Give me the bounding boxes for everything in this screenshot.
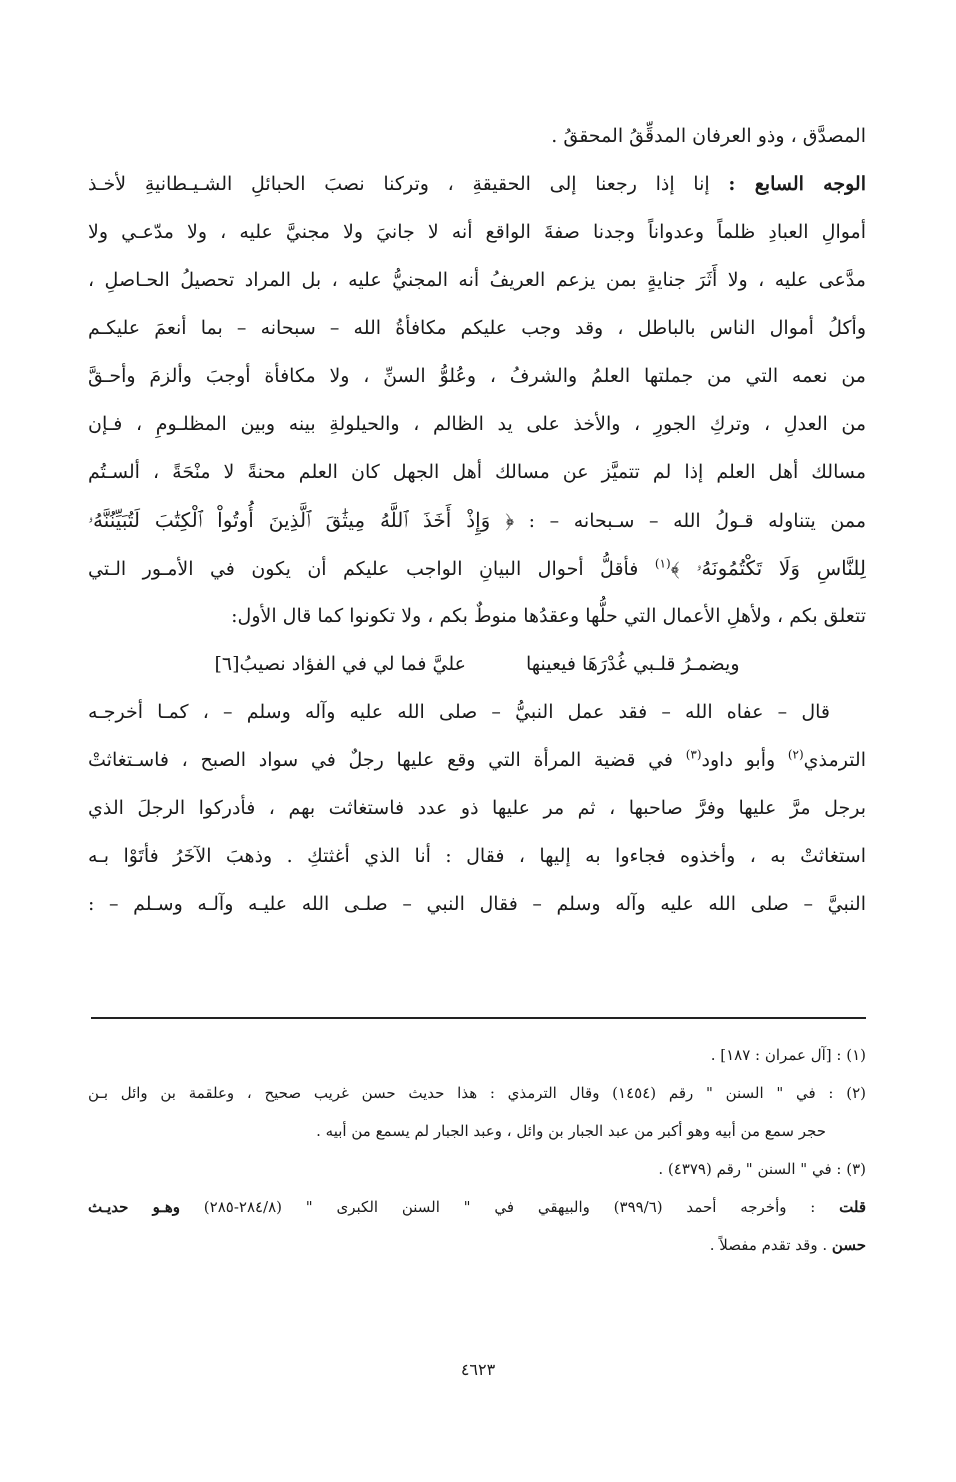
text-line-content: إنا إذا رجعنا إلى الحقيقةِ ، وتركنا نصبَ الحبائلِ الشـيـطانيةِ لأخـذ — [88, 173, 710, 195]
text-line: برجل مرَّ عليها وفرَّ صاحبها ، ثم مر عليها ذو عدد فاستغاثت بهم ، فأدركوا الرجلَ الذي — [88, 797, 866, 819]
text-line: من نعمه التي من جملتها العلمُ والشرفُ ، وعُلوُّ السنِّ ، ولا مكافأة أوجبَ وألزمَ وأحـقَّ — [88, 365, 866, 387]
text-line-content: ممن يتناوله قـولُ الله – سـبحانه – : — [528, 510, 866, 532]
text-line — [88, 544, 866, 592]
text-line: تتعلق بكم ، ولأهلِ الأعمال التي حلُّها وعقدُها منوطٌ بكم ، ولا تكونوا كما قال الأول: — [231, 605, 866, 627]
main-text — [88, 112, 866, 928]
text-line: من العدلِ ، وتركِ الجورِ ، والأخذ على يد الظالم ، والحيلولةِ بينه وبين المظلـومِ ، فـإن — [88, 413, 866, 435]
verse-hemistich-1: ويضمـرُ قلـبي غُدْرَهَا فيعينها — [526, 653, 740, 675]
verse-hemistich-2: عليَّ فما لي في الفؤاد نصيبُ[٦] — [214, 653, 466, 675]
text-line: النبيَّ – صلى الله عليه وآله وسلم – فقال النبي – صلـى الله عليـه وآلـه وسـلم – : — [88, 893, 866, 915]
footnote-ref: (٣) — [685, 747, 702, 762]
editor-note-text: : وأخرجه أحمد (٣٩٩/٦) والبيهقي في " السنن الكبرى " (٢٨٤/٨-٢٨٥) — [203, 1198, 816, 1216]
editor-note-bold: حسن — [831, 1236, 866, 1254]
footnote-divider — [91, 1017, 866, 1019]
text-line — [88, 496, 866, 544]
footnote: (٣) : في " السنن " رقم (٤٣٧٩) . — [658, 1160, 866, 1178]
footnote-continuation: حجر سمع من أبيه وهو أكبر من عبد الجبار بن وائل ، وعبد الجبار لم يسمع من أبيه . — [316, 1122, 826, 1140]
section-heading: الوجه السابع : — [728, 173, 866, 195]
quran-verse: لِلنَّاسِ وَلَا تَكْتُمُونَهُۥ ﴾ — [670, 556, 866, 580]
text-line: قال – عفاه الله – فقد عمل النبيُّ – صلى الله عليه وآله وسلم – ، كمـا أخرجـه — [88, 701, 830, 723]
editor-note-text: . وقد تقدم مفصلاً . — [709, 1236, 828, 1254]
text-line-content: فأقلُّ أحوال البيانِ الواجب عليكم أن يكون في الأمـور الـتي — [88, 558, 639, 580]
page-number: ٤٦٢٣ — [460, 1360, 496, 1379]
text-line-content: في قضية المرأة التي وقع عليها رجلٌ في سواد الصبح ، فاسـتغاثتْ — [88, 749, 674, 771]
text-line-content: وأبو داود — [701, 749, 776, 771]
text-line: مدَّعى عليه ، ولا أَثَرَ جنايةٍ بمن يزعم العريفُ أنه المجنيُّ عليه ، بل المراد تحصيلُ الحـاصلِ ، — [88, 269, 866, 291]
editor-note-continuation — [88, 1226, 866, 1264]
text-line — [88, 160, 866, 208]
poetry-verse — [88, 640, 866, 688]
text-line: أموالِ العبادِ ظلماً وعدواناً وجدنا صفةَ الواقع أنه لا جانيَ ولا مجنيَّ عليه ، ولا مدّعـي ولا — [88, 221, 866, 243]
footnotes — [88, 1036, 866, 1264]
text-line: وأكلُ أموال الناس بالباطل ، وقد وجب عليكم مكافأةُ الله – سبحانه – بما أنعمَ عليكـم — [88, 317, 866, 339]
text-line-content: الترمذي — [803, 749, 866, 771]
footnote: (١) : [آل عمران : ١٨٧] . — [710, 1046, 866, 1064]
text-line: مسالك أهل العلم إذا لم تتميَّز عن مسالك أهل الجهل كان العلم محنةً لا منْحَةً ، ألسـتُم — [88, 461, 866, 483]
text-line — [88, 736, 866, 784]
text-line: المصدَّق ، وذو العرفان المدقِّقُ المحققُ . — [551, 125, 866, 147]
editor-note — [88, 1188, 866, 1226]
footnote-ref: (١) — [654, 556, 671, 571]
quran-verse: ﴿ وَإِذْ أَخَذَ ٱللَّهُ مِيثَٰقَ ٱلَّذِينَ أُوتُواْ ٱلْكِتَٰبَ لَتُبَيِّنُنَّهُۥ — [88, 508, 515, 532]
text-line: استغاثتْ به ، وأخذوه فجاءوا به إليها ، فقال : أنا الذي أغثتكِ . وذهبَ الآخَرُ فأتَوْا بـه — [88, 845, 866, 867]
footnote-ref: (٢) — [787, 747, 804, 762]
editor-note-bold: وهـو حديـث — [88, 1198, 180, 1216]
footnote: (٢) : في " السنن " رقم (١٤٥٤) وقال الترمذي : هذا حديث حسن غريب صحيح ، وعلقمة بن وائل بـن — [88, 1084, 866, 1102]
editor-note-label: قلت — [839, 1198, 866, 1216]
